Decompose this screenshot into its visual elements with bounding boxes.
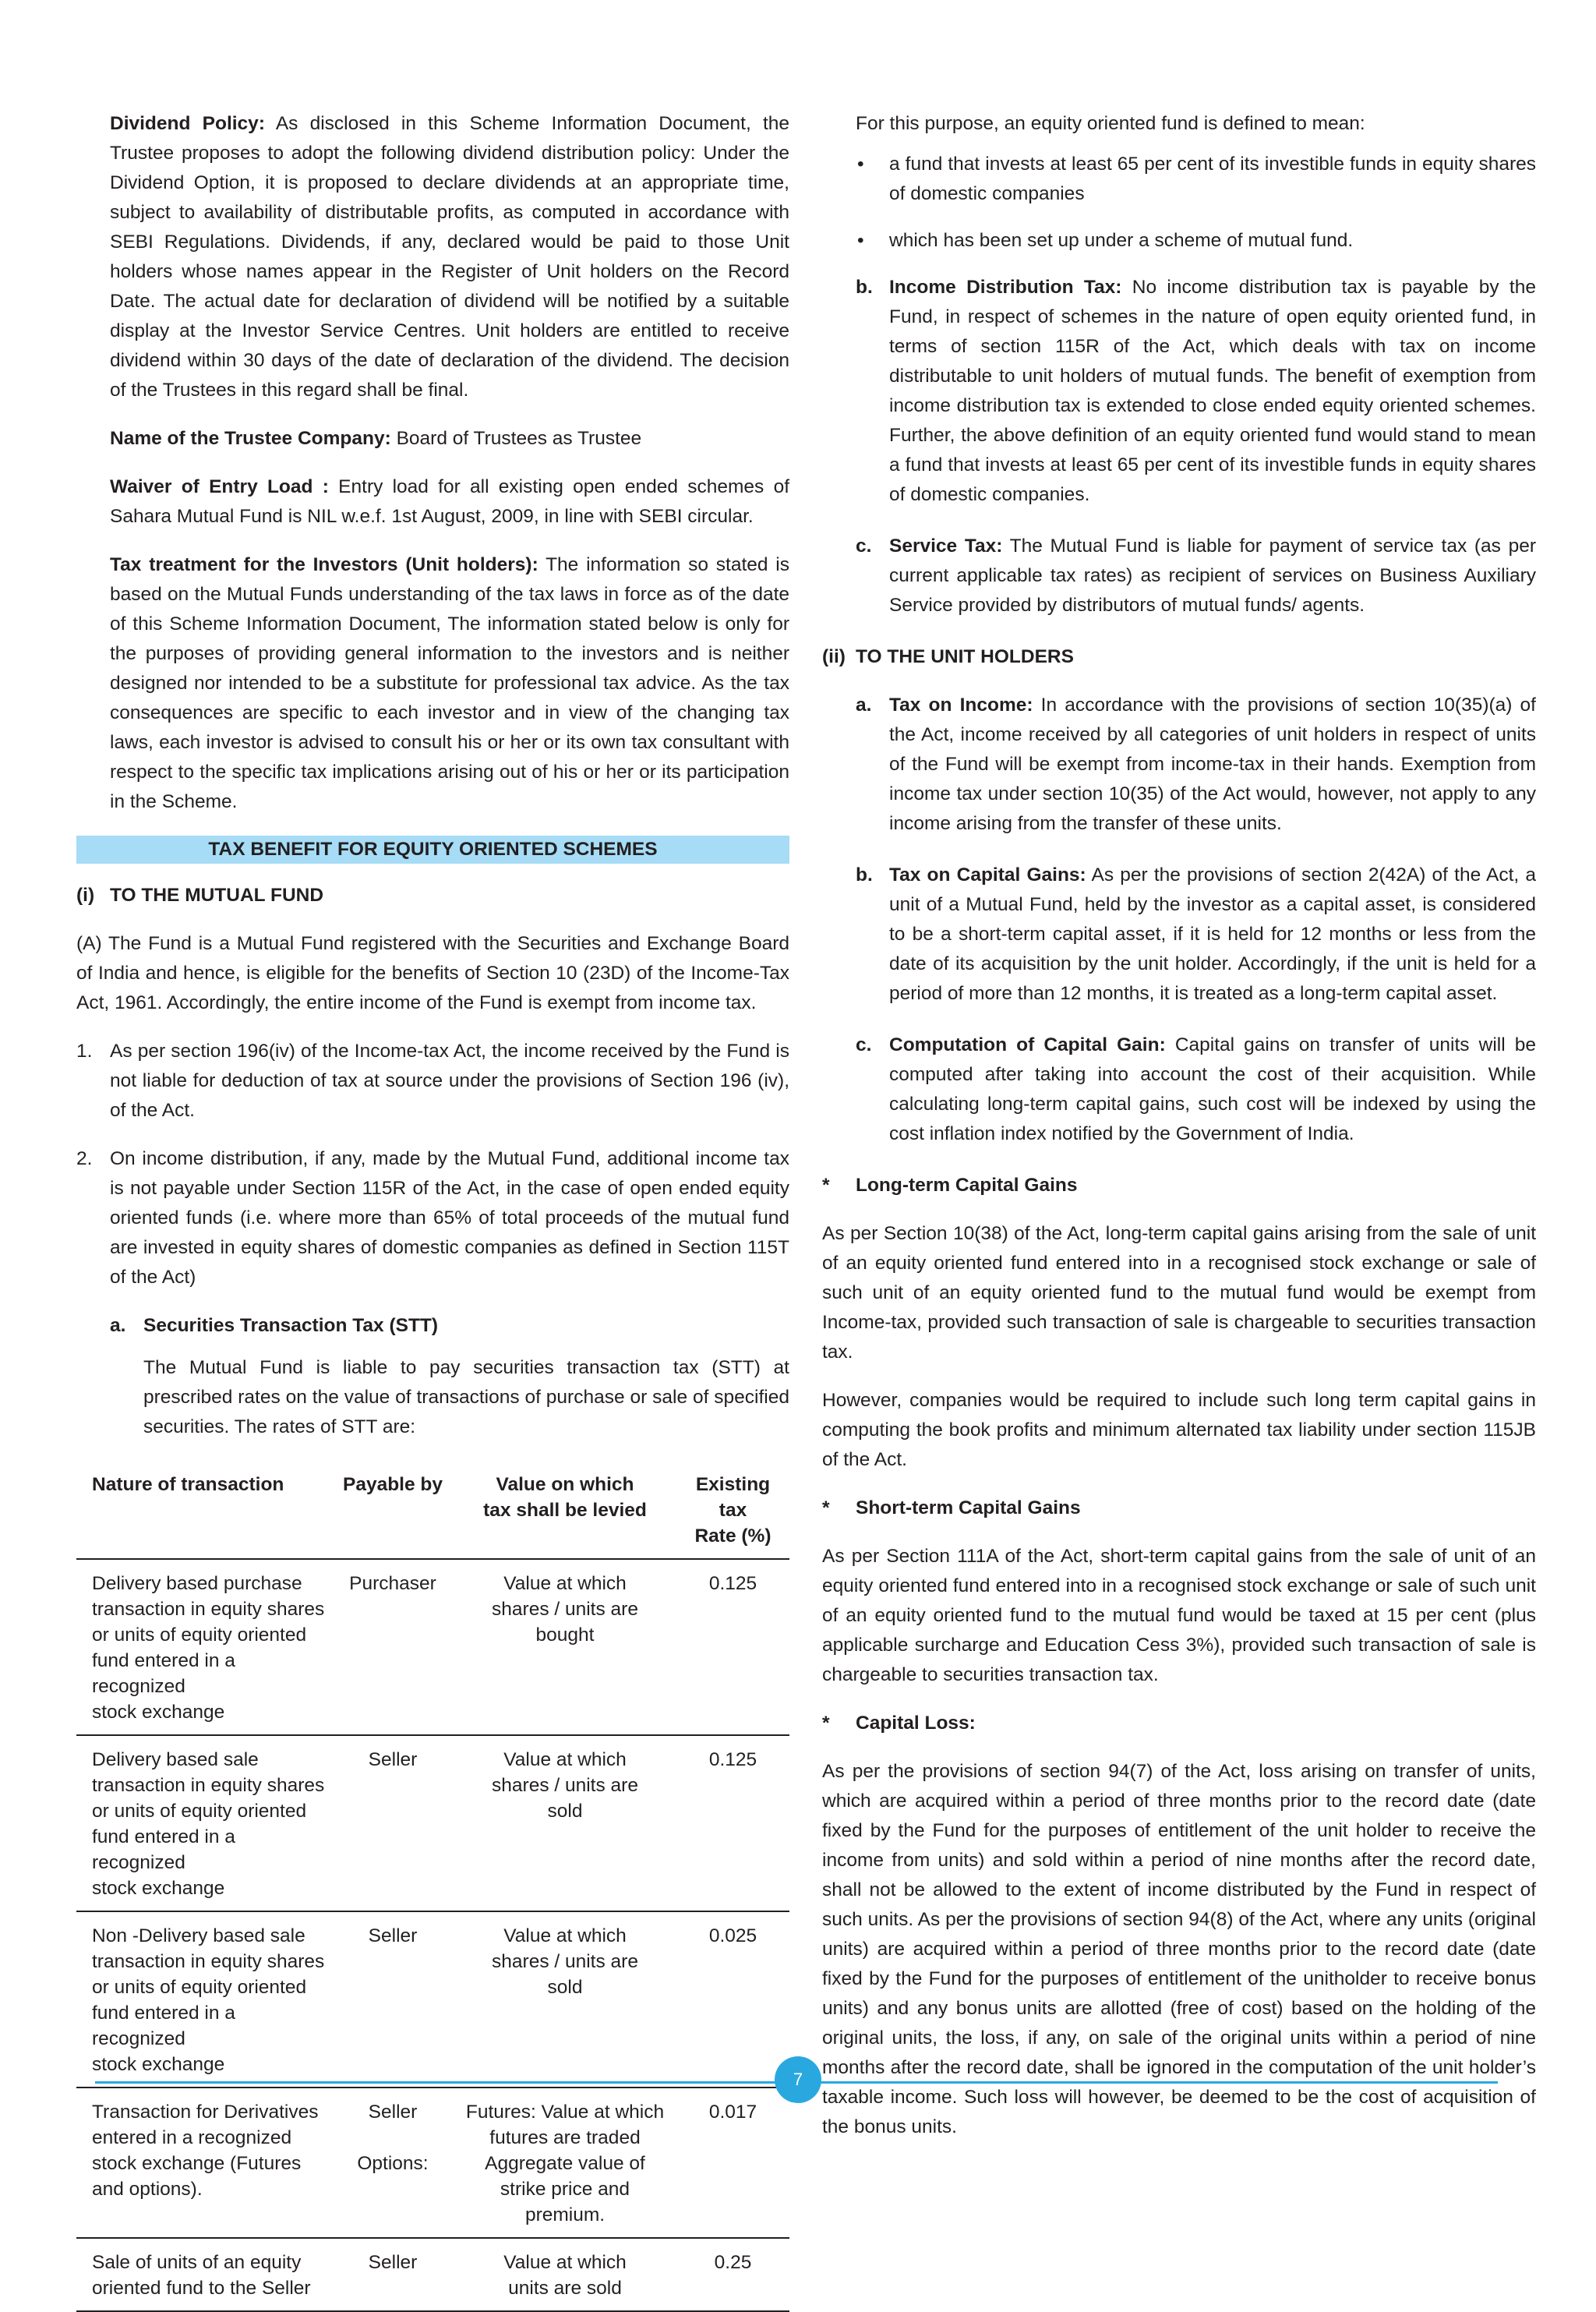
ltcg-paragraph-1: As per Section 10(38) of the Act, long-term capital gains arising from the sale of unit of an equity oriented fund entered into in a recognised stock exchange or sale of such unit of an equity oriented fund to the mutual fund would be exempt from Income-tax, provided such transaction of sale is chargeable to securities transaction tax. — [822, 1223, 1536, 1363]
list-item-1 — [76, 1037, 789, 1126]
table-row — [76, 1911, 789, 2088]
section-i-heading — [76, 881, 789, 910]
list-item-2-marker: 2. — [76, 1148, 93, 1169]
stt-marker: a. — [110, 1315, 126, 1336]
ltcg-title: Long-term Capital Gains — [856, 1175, 1078, 1196]
trustee-company-label: Name of the Trustee Company: — [110, 428, 391, 449]
tax-on-income-label: Tax on Income: — [889, 695, 1033, 716]
tax-on-capital-gains-text: As per the provisions of section 2(42A) of the Act, a unit of a Mutual Fund, held by the investor as a capital asset, is considered to be a short-term capital asset, if it is held for 12 months or less from the date of its acquisition by the unit holder. Accordingly, if the unit is held for a period of more than 12 months, it is treated as a long-term capital asset. — [889, 864, 1536, 1004]
table-cell: 0.125 — [676, 1735, 789, 1911]
dividend-policy-text: As disclosed in this Scheme Information Document, the Trustee proposes to adopt the following dividend distribution policy: Under the Dividend Option, it is proposed to declare dividends at an appropriate time, subject to availability of distributable profits, as computed in accordance with SEBI Regulations. Dividends, if any, declared would be paid to those Unit holders whose names appear in the Register of Unit holders on the Record Date. The actual date for declaration of dividend will be notified by a suitable display at the Investor Service Centres. Unit holders are entitled to receive dividend within 30 days of the date of declaration of the dividend. The decision of the Trustees in this regard shall be final. — [110, 113, 790, 401]
star-marker: * — [822, 1497, 830, 1518]
tax-on-income-text: In accordance with the provisions of section 10(35)(a) of the Act, income received by all categories of unit holders in respect of units of the Fund will be exempt from income-tax in their hands. Exemption from income tax under section 10(35) of the Act would, however, not apply to any income arising from the transfer of these units. — [889, 695, 1536, 834]
paragraph-a: (A) The Fund is a Mutual Fund registered with the Securities and Exchange Board of India and hence, is eligible for the benefits of Section 10 (23D) of the Income-Tax Act, 1961. Accordingly, the entire income of the Fund is exempt from income tax. — [76, 933, 789, 1013]
table-cell: 0.25 — [676, 2238, 789, 2311]
table-cell: Delivery based purchase transaction in equity shares or units of equity oriented fund entered in a recognized stock exchange — [76, 1559, 332, 1735]
star-marker: * — [822, 1713, 830, 1734]
list-item-1-marker: 1. — [76, 1041, 93, 1062]
stt-heading — [76, 1311, 789, 1341]
table-header-cell: Existing tax Rate (%) — [676, 1461, 789, 1559]
bullet-item — [822, 150, 1536, 209]
table-row — [76, 1735, 789, 1911]
table-row — [76, 1559, 789, 1735]
service-tax-label: Service Tax: — [889, 536, 1003, 557]
tax-treatment-label: Tax treatment for the Investors (Unit holders): — [110, 554, 538, 575]
tax-on-income-item — [822, 691, 1536, 839]
equity-definition-intro: For this purpose, an equity oriented fund is defined to mean: — [856, 113, 1365, 134]
ltcg-paragraph-2: However, companies would be required to include such long term capital gains in computing the book profits and minimum alternated tax liability under section 115JB of the Act. — [822, 1390, 1536, 1470]
stt-title: Securities Transaction Tax (STT) — [143, 1315, 439, 1336]
bullet-text: a fund that invests at least 65 per cent of its investible funds in equity shares of domestic companies — [889, 154, 1536, 204]
waiver-entry-load-paragraph — [76, 472, 789, 532]
table-header-cell: Nature of transaction — [76, 1461, 332, 1559]
table-header-cell: Payable by — [332, 1461, 454, 1559]
list-item-1-text: As per section 196(iv) of the Income-tax Act, the income received by the Fund is not liable for deduction of tax at source under the provisions of Section 196 (iv), of the Act. — [110, 1041, 789, 1121]
bullet-glyph: • — [857, 230, 864, 251]
tax-on-capital-gains-marker: b. — [856, 864, 873, 886]
list-item-2-text: On income distribution, if any, made by the Mutual Fund, additional income tax is not payable under Section 115R of the Act, in the case of open ended equity oriented funds (i.e. where more than 65% of total proceeds of the mutual fund are invested in equity shares of domestic companies as defined in Section 115T of the Act) — [110, 1148, 789, 1288]
trustee-company-text: Board of Trustees as Trustee — [390, 428, 642, 449]
bullet-text: which has been set up under a scheme of mutual fund. — [889, 230, 1354, 251]
dividend-policy-label: Dividend Policy: — [110, 113, 265, 134]
section-i-title: TO THE MUTUAL FUND — [110, 885, 324, 906]
table-cell: Value at which units are sold — [454, 2238, 676, 2311]
ltcg-heading — [822, 1171, 1536, 1200]
table-cell: 0.017 — [676, 2088, 789, 2238]
computation-capital-gain-text: Capital gains on transfer of units will be computed after taking into account the cost of their acquisition. While calculating long-term capital gains, such cost will be indexed by using the cost inflation index notified by the Government of India. — [889, 1034, 1536, 1144]
table-cell: Seller Options: — [332, 2088, 454, 2238]
computation-capital-gain-label: Computation of Capital Gain: — [889, 1034, 1166, 1055]
capital-loss-title: Capital Loss: — [856, 1713, 976, 1734]
section-i-marker: (i) — [76, 885, 95, 906]
stcg-paragraph: As per Section 111A of the Act, short-term capital gains from the sale of unit of an equity oriented fund entered into in a recognised stock exchange or sale of such unit of an equity oriented fund to the mutual fund would be taxed at 15 per cent (plus applicable surcharge and Education Cess 3%), provided such transaction of sale is chargeable to securities transaction tax. — [822, 1546, 1536, 1685]
stt-rates-table — [76, 1461, 789, 2312]
table-cell: Seller — [332, 2238, 454, 2311]
tax-treatment-paragraph — [76, 550, 789, 817]
section-ii-marker: (ii) — [822, 646, 846, 667]
income-distribution-tax-label: Income Distribution Tax: — [889, 277, 1122, 298]
stt-text: The Mutual Fund is liable to pay securities transaction tax (STT) at prescribed rates on the value of transactions of purchase or sale of specified securities. The rates of STT are: — [143, 1357, 789, 1437]
dividend-policy-paragraph — [76, 109, 789, 405]
table-row — [76, 2088, 789, 2238]
waiver-entry-load-text: Entry load for all existing open ended schemes of Sahara Mutual Fund is NIL w.e.f. 1st August, 2009, in line with SEBI circular. — [110, 476, 790, 527]
trustee-company-paragraph — [76, 424, 789, 454]
income-distribution-tax-item — [822, 273, 1536, 510]
bullet-item — [822, 226, 1536, 256]
table-cell: Delivery based sale transaction in equity shares or units of equity oriented fund entered in a recognized stock exchange — [76, 1735, 332, 1911]
computation-capital-gain-marker: c. — [856, 1034, 872, 1055]
table-cell: Non -Delivery based sale transaction in equity shares or units of equity oriented fund entered in a recognized stock exchange — [76, 1911, 332, 2088]
tax-on-capital-gains-label: Tax on Capital Gains: — [889, 864, 1086, 886]
table-cell: 0.125 — [676, 1559, 789, 1735]
section-ii-title: TO THE UNIT HOLDERS — [856, 646, 1074, 667]
footer-rule-right — [815, 2081, 1498, 2084]
bullet-glyph: • — [857, 154, 864, 175]
table-cell: Sale of units of an equity oriented fund to the Seller — [76, 2238, 332, 2311]
tax-on-capital-gains-item — [822, 861, 1536, 1009]
page-number-badge: 7 — [775, 2056, 821, 2103]
table-cell: Value at which shares / units are sold — [454, 1911, 676, 2088]
table-cell: Purchaser — [332, 1559, 454, 1735]
service-tax-text: The Mutual Fund is liable for payment of service tax (as per current applicable tax rates) as recipient of services on Business Auxiliary Service provided by distributors of mutual funds/ agents. — [889, 536, 1536, 616]
table-header-row — [76, 1461, 789, 1559]
stcg-heading — [822, 1494, 1536, 1523]
section-ii-heading — [822, 642, 1536, 672]
section-band-title: TAX BENEFIT FOR EQUITY ORIENTED SCHEMES — [76, 836, 789, 864]
list-item-2 — [76, 1144, 789, 1292]
computation-capital-gain-item — [822, 1031, 1536, 1149]
footer-rule-left — [95, 2081, 781, 2084]
income-distribution-tax-marker: b. — [856, 277, 873, 298]
tax-treatment-text: The information so stated is based on the Mutual Funds understanding of the tax laws in force as of the date of this Scheme Information Document, The information stated below is only for the purposes of providing general information to the investors and is neither designed nor intended to be a substitute for professional tax advice. As the tax consequences are specific to each investor and in view of the changing tax laws, each investor is advised to consult his or her or its own tax consultant with respect to the specific tax implications arising out of his or her or its participation in the Scheme. — [110, 554, 789, 812]
table-cell: Futures: Value at which futures are traded Aggregate value of strike price and premium. — [454, 2088, 676, 2238]
table-row — [76, 2238, 789, 2311]
table-cell: Transaction for Derivatives entered in a recognized stock exchange (Futures and options). — [76, 2088, 332, 2238]
waiver-entry-load-label: Waiver of Entry Load : — [110, 476, 329, 497]
left-column — [76, 109, 789, 2312]
capital-loss-heading — [822, 1709, 1536, 1738]
right-column — [822, 109, 1536, 2161]
stcg-title: Short-term Capital Gains — [856, 1497, 1081, 1518]
table-cell: Value at which shares / units are sold — [454, 1735, 676, 1911]
tax-on-income-marker: a. — [856, 695, 872, 716]
income-distribution-tax-text: No income distribution tax is payable by the Fund, in respect of schemes in the nature of open equity oriented fund, in terms of section 115R of the Act, which deals with tax on income distributable to unit holders of mutual funds. The benefit of exemption from income distribution tax is extended to close ended equity oriented schemes. Further, the above definition of an equity oriented fund would stand to mean a fund that invests at least 65 per cent of its investible funds in equity shares of domestic companies. — [889, 277, 1536, 505]
capital-loss-paragraph: As per the provisions of section 94(7) of the Act, loss arising on transfer of units, which are acquired within a period of three months prior to the record date (date fixed by the Fund for the purposes of entitlement of the unit holder to receive the income from units) and sold within a period of nine months after the record date, shall not be allowed to the extent of income distributed by the Fund in respect of such units. As per the provisions of section 94(8) of the Act, where any units (original units) are acquired within a period of three months prior to the record date (date fixed by the Fund for the purposes of entitlement of the unitholder to receive bonus units) and any bonus units are allotted (free of cost) based on the holding of the original units, the loss, if any, on sale of the original units within a period of nine months after the record date, shall be ignored in the computation of the unit holder’s taxable income. Such loss will however, be deemed to be the cost of acquisition of the bonus units. — [822, 1761, 1536, 2137]
table-cell: Value at which shares / units are bought — [454, 1559, 676, 1735]
star-marker: * — [822, 1175, 830, 1196]
service-tax-item — [822, 532, 1536, 620]
service-tax-marker: c. — [856, 536, 872, 557]
table-cell: 0.025 — [676, 1911, 789, 2088]
table-cell: Seller — [332, 1735, 454, 1911]
table-header-cell: Value on which tax shall be levied — [454, 1461, 676, 1559]
table-cell: Seller — [332, 1911, 454, 2088]
